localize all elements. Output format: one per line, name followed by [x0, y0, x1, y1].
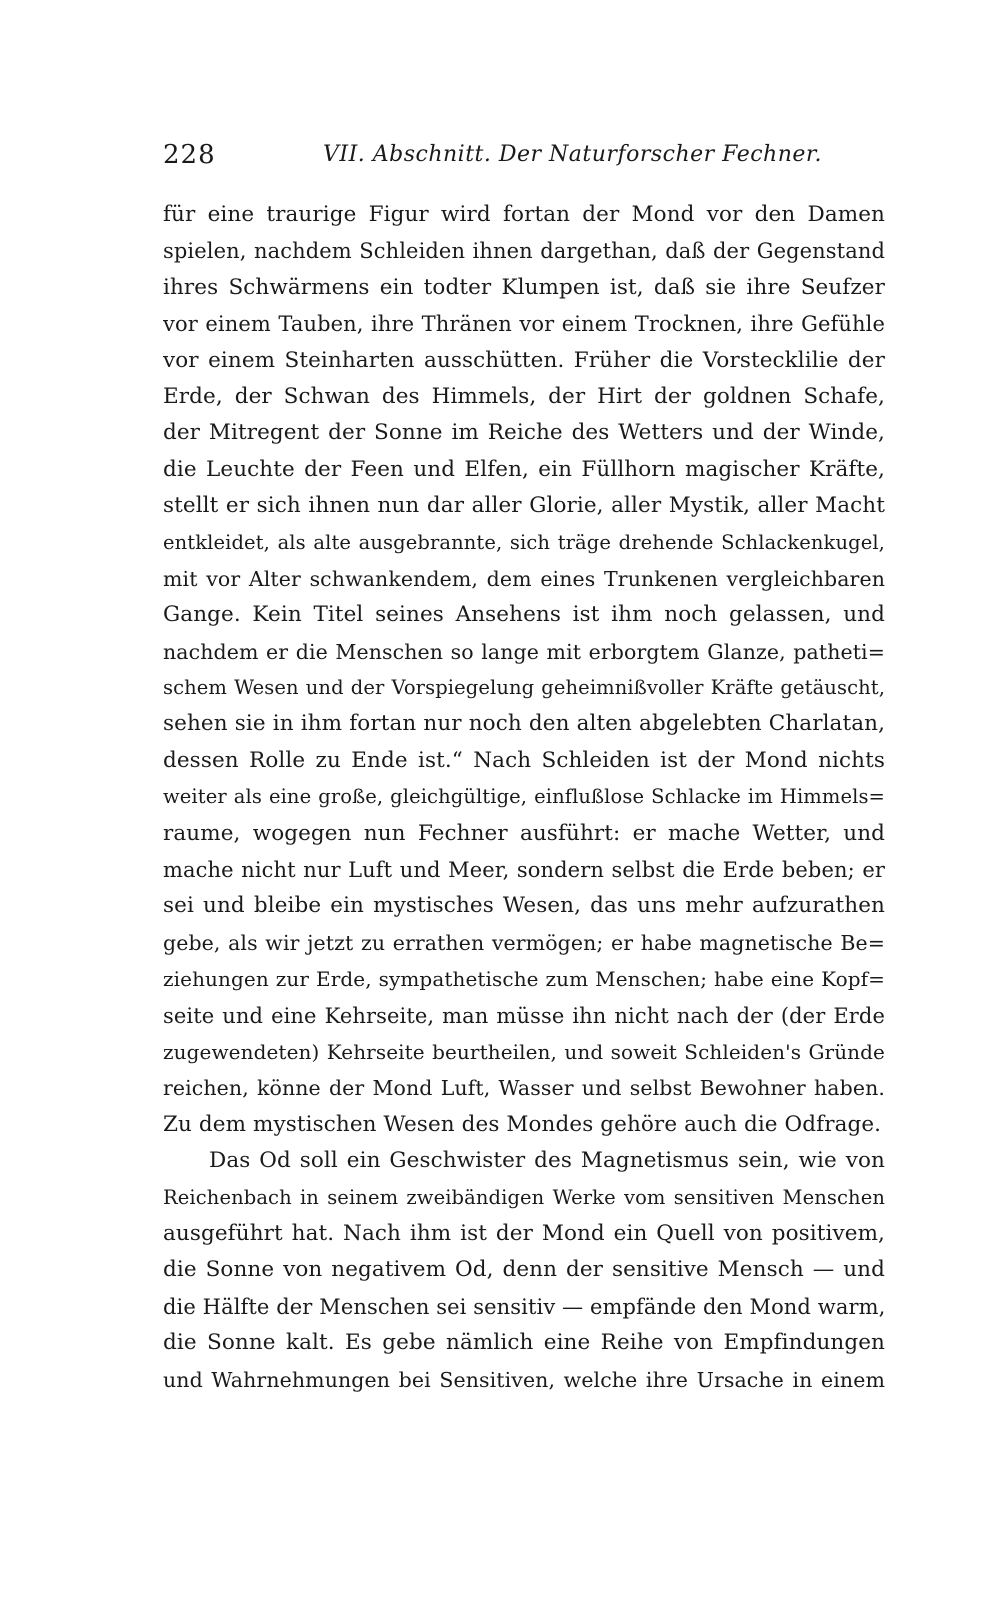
text-line: stellt er sich ihnen nun dar aller Glorie, aller Mystik, aller Macht [163, 493, 885, 519]
paragraph-2 [163, 1143, 885, 1398]
text-line: Reichenbach in seinem zweibändigen Werke vom sensitiven Menschen [163, 1185, 885, 1209]
text-line: Gange. Kein Titel seines Ansehens ist ihm noch gelassen, und [163, 602, 885, 628]
text-line: mache nicht nur Luft und Meer, sondern selbst die Erde beben; er [163, 858, 885, 883]
text-line: Erde, der Schwan des Himmels, der Hirt der goldnen Schafe, [163, 383, 885, 409]
text-line: seite und eine Kehrseite, man müsse ihn nicht nach der (der Erde [163, 1003, 885, 1028]
text-line: dessen Rolle zu Ende ist.“ Nach Schleiden ist der Mond nichts [163, 747, 885, 773]
text-line: vor einem Steinharten ausschütten. Früher die Vorstecklilie der [163, 347, 885, 373]
running-title: VII. Abschnitt. Der Naturforscher Fechner. [323, 142, 823, 167]
text-line: Das Od soll ein Geschwister des Magnetismus sein, wie von [209, 1148, 885, 1174]
text-line: gebe, als wir jetzt zu errathen vermögen; er habe magnetische Be= [163, 930, 885, 955]
text-line: Zu dem mystischen Wesen des Mondes gehöre auch die Odfrage. [163, 1111, 882, 1137]
text-line: die Sonne von negativem Od, denn der sensitive Mensch — und [163, 1257, 885, 1283]
text-line: ihres Schwärmens ein todter Klumpen ist, daß sie ihre Seufzer [163, 274, 885, 300]
text-line: der Mitregent der Sonne im Reiche des Wetters und der Winde, [163, 420, 885, 446]
text-line: sei und bleibe ein mystisches Wesen, das uns mehr aufzurathen [163, 893, 885, 919]
page-number: 228 [163, 140, 216, 170]
text-line: reichen, könne der Mond Luft, Wasser und selbst Bewohner haben. [163, 1076, 885, 1101]
text-line: raume, wogegen nun Fechner ausführt: er mache Wetter, und [163, 820, 885, 846]
text-line: die Sonne kalt. Es gebe nämlich eine Reihe von Empfindungen [163, 1330, 885, 1356]
text-line: ziehungen zur Erde, sympathetische zum Menschen; habe eine Kopf= [163, 967, 885, 992]
text-line: für eine traurige Figur wird fortan der Mond vor den Damen [163, 202, 885, 227]
text-line: vor einem Tauben, ihre Thränen vor einem Trocknen, ihre Gefühle [163, 312, 885, 337]
text-line: nachdem er die Menschen so lange mit erborgtem Glanze, patheti= [163, 639, 885, 664]
text-line: und Wahrnehmungen bei Sensitiven, welche ihre Ursache in einem [163, 1367, 885, 1392]
text-line: spielen, nachdem Schleiden ihnen dargethan, daß der Gegenstand [163, 239, 885, 264]
text-line: mit vor Alter schwankendem, dem eines Trunkenen vergleichbaren [163, 566, 885, 591]
text-line: sehen sie in ihm fortan nur noch den alten abgelebten Charlatan, [163, 711, 885, 737]
text-line: zugewendeten) Kehrseite beurtheilen, und soweit Schleiden's Gründe [163, 1039, 885, 1064]
paragraph-1 [163, 197, 885, 1143]
body-text [163, 197, 885, 1398]
text-line: ausgeführt hat. Nach ihm ist der Mond ein Quell von positivem, [163, 1220, 885, 1246]
text-line: die Leuchte der Feen und Elfen, ein Füllhorn magischer Kräfte, [163, 456, 885, 482]
text-line: entkleidet, als alte ausgebrannte, sich träge drehende Schlackenkugel, [163, 530, 885, 554]
text-line: schem Wesen und der Vorspiegelung geheimnißvoller Kräfte getäuscht, [163, 676, 885, 700]
text-line: die Hälfte der Menschen sei sensitiv — empfände den Mond warm, [163, 1294, 885, 1319]
running-head [163, 140, 883, 180]
text-line: weiter als eine große, gleichgültige, einflußlose Schlacke im Himmels= [163, 785, 885, 809]
